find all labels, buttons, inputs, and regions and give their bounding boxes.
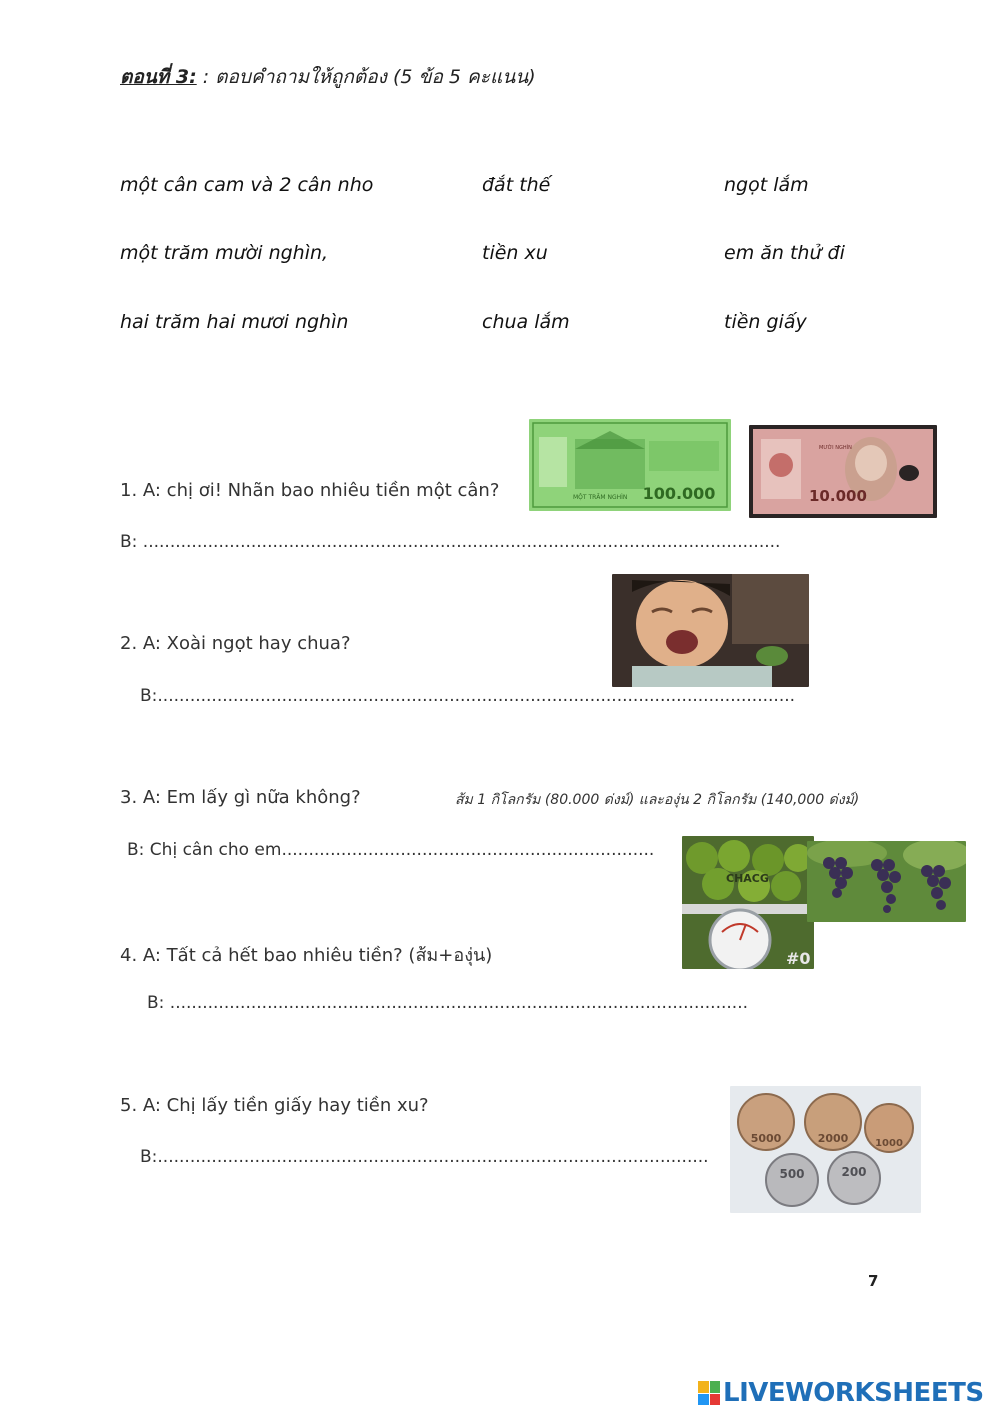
coin-500: 500: [779, 1167, 805, 1181]
question-1: 1. A: chị ơi! Nhãn bao nhiêu tiền một cân?: [120, 480, 500, 501]
question-5: 5. A: Chị lấy tiền giấy hay tiền xu?: [120, 1095, 429, 1116]
liveworksheets-logo[interactable]: [698, 1378, 984, 1408]
liveworksheets-logo-icon: [698, 1381, 720, 1405]
scale-label: #0: [786, 949, 811, 968]
banknote-100000-image: [529, 419, 731, 511]
coin-2000: 2000: [817, 1132, 849, 1145]
answer-line-4[interactable]: B: ...........................................................................................................: [147, 993, 749, 1013]
word-bank-item: tiền xu: [482, 242, 548, 264]
question-2: 2. A: Xoài ngọt hay chua?: [120, 633, 351, 654]
answer-line-1[interactable]: B: ......................................................................................................................: [120, 532, 781, 552]
orange-label: CHACG: [726, 872, 769, 885]
word-bank-item: em ăn thử đi: [724, 242, 845, 264]
word-bank-item: hai trăm hai mươi nghìn: [120, 311, 349, 333]
banknote-100000-small: MỘT TRĂM NGHÌN: [573, 494, 628, 501]
coin-1000: 1000: [875, 1138, 903, 1149]
instruction-text: : ตอบคำถามให้ถูกต้อง (5 ข้อ 5 คะแนน): [196, 66, 536, 88]
coin-5000: 5000: [750, 1132, 782, 1145]
answer-line-2[interactable]: B:......................................................................................................................: [140, 686, 796, 706]
section-title: [120, 62, 536, 92]
word-bank-item: chua lắm: [482, 311, 570, 333]
question-4: 4. A: Tất cả hết bao nhiêu tiền? (ส้ม+องุ่น): [120, 945, 493, 966]
banknote-10000-image: [749, 425, 937, 518]
sour-face-baby-image: [612, 574, 809, 687]
word-bank-item: một cân cam và 2 cân nho: [120, 174, 374, 196]
answer-line-5[interactable]: B:......................................................................................................: [140, 1147, 709, 1167]
grapes-image: [807, 841, 966, 922]
question-3-hint: ส้ม 1 กิโลกรัม (80.000 ด่งม์) และองุ่น 2 กิโลกรัม (140,000 ด่งม์): [455, 792, 860, 808]
answer-line-3[interactable]: B: Chị cân cho em.....................................................................: [127, 840, 655, 860]
section-label: ตอนที่ 3:: [120, 66, 197, 88]
oranges-on-scale-image: [682, 836, 814, 969]
word-bank-item: một trăm mười nghìn,: [120, 242, 329, 264]
banknote-100000-value: 100.000: [642, 484, 716, 503]
word-bank-item: ngọt lắm: [724, 174, 809, 196]
coins-image: [730, 1086, 921, 1213]
question-3: 3. A: Em lấy gì nữa không?: [120, 787, 361, 808]
banknote-10000-value: 10.000: [809, 487, 867, 505]
coin-200: 200: [841, 1165, 867, 1179]
word-bank-item: tiền giấy: [724, 311, 807, 333]
banknote-10000-small: MƯỜI NGHÌN: [819, 445, 852, 451]
word-bank-item: đắt thế: [482, 174, 551, 196]
brand-name: LIVEWORKSHEETS: [723, 1378, 984, 1408]
page-number: 7: [868, 1272, 879, 1290]
